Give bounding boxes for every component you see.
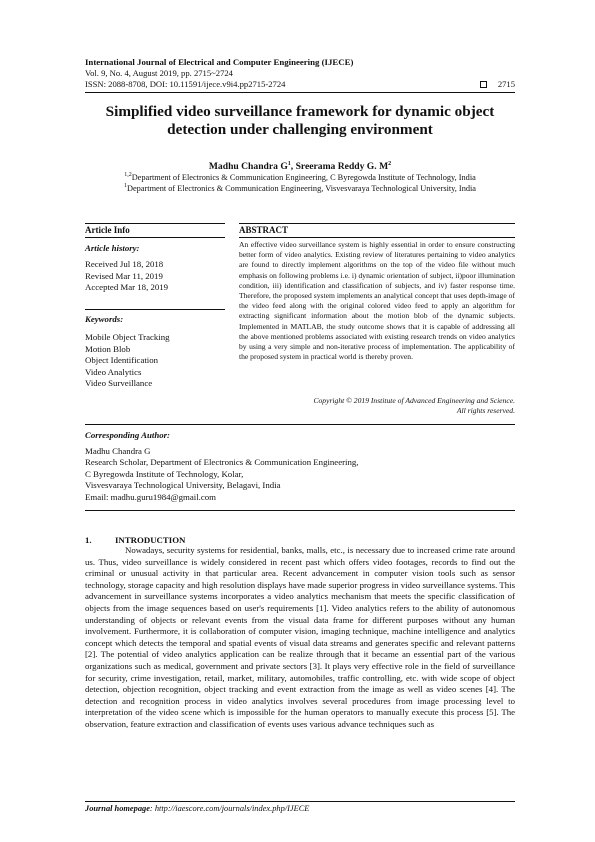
corresponding-bottom-rule bbox=[85, 510, 515, 511]
header-divider bbox=[85, 92, 515, 93]
section-number: 1. bbox=[85, 535, 92, 545]
footer-label: Journal homepage bbox=[85, 804, 150, 813]
history-received: Received Jul 18, 2018 bbox=[85, 259, 164, 269]
affiliations bbox=[85, 173, 515, 194]
section-title: INTRODUCTION bbox=[115, 535, 186, 545]
keyword: Video Surveillance bbox=[85, 378, 153, 388]
abstract-label: ABSTRACT bbox=[239, 225, 289, 235]
abstract-text: An effective video surveillance system is highly essential in order to ensure constructing better form of video analytics. Existing review of literatures pertaining to video analytics are found to directly implement algorithms on the top of the video file without much emphasis on following problems i.e. i) dynamic orientation of subject, ii)poor illumination condition, iii) identification and classification of subjects, and iv) faster response time. Therefore, the proposed system implements an analytical concept that uses depth-image of the video feed along with the original colored video feed to apply an algorithm for extracting significant information about the motion blob of the dynamic subjects. Implemented in MATLAB, the study outcome shows that it is capable of addressing all the above mentioned problems associated with existing research trends on video analytics by using a very simple and non-iterative process of implementation. The applicability of the proposed system in practical world is thereby proven. bbox=[239, 240, 515, 362]
author-line bbox=[85, 161, 515, 173]
page-number: 2715 bbox=[497, 79, 515, 89]
affiliation-2-text: Department of Electronics & Communication Engineering, Visvesvaraya Technological University, India bbox=[127, 183, 476, 193]
copyright-notice bbox=[239, 396, 515, 416]
volume-info: Vol. 9, No. 4, August 2019, pp. 2715~2724 bbox=[85, 68, 233, 78]
author-2-sup: 2 bbox=[388, 160, 392, 167]
article-history bbox=[85, 259, 225, 294]
abstract-top-rule bbox=[239, 223, 515, 224]
keywords-rule bbox=[85, 309, 225, 310]
corresponding-name: Madhu Chandra G bbox=[85, 446, 151, 456]
abstract-sub-rule bbox=[239, 237, 515, 238]
history-revised: Revised Mar 11, 2019 bbox=[85, 270, 163, 281]
article-info-sub-rule bbox=[85, 237, 225, 238]
article-info-label: Article Info bbox=[85, 225, 130, 235]
article-history-label: Article history: bbox=[85, 243, 140, 253]
author-1: Madhu Chandra G bbox=[208, 161, 288, 172]
copyright-line-1: Copyright © 2019 Institute of Advanced Engineering and Science. bbox=[313, 396, 515, 405]
section-heading bbox=[85, 535, 185, 545]
author-separator: , bbox=[290, 161, 296, 172]
corresponding-email: Email: madhu.guru1984@gmail.com bbox=[85, 491, 216, 502]
keywords-label: Keywords: bbox=[85, 314, 124, 324]
corresponding-dept: Research Scholar, Department of Electronics & Communication Engineering, bbox=[85, 457, 359, 468]
keyword: Motion Blob bbox=[85, 343, 131, 354]
author-2: Sreerama Reddy G. M bbox=[295, 161, 389, 172]
paper-title: Simplified video surveillance framework for dynamic object detection under challenging environment bbox=[105, 103, 495, 138]
history-accepted: Accepted Mar 18, 2019 bbox=[85, 282, 169, 292]
keyword: Object Identification bbox=[85, 355, 159, 365]
square-bullet-icon bbox=[480, 81, 487, 88]
journal-homepage-footer bbox=[85, 804, 309, 813]
affiliation-1-text: Department of Electronics & Communication Engineering, C Byregowda Institute of Technology, India bbox=[131, 173, 476, 182]
introduction-paragraph: Nowadays, security systems for residential, banks, malls, etc., is necessary due to increased crime rate around us. Thus, video surveillance is widely considered in recent past which offers video footages, records to find out the criminal or unusual activity in that particular area. Recent advancement in computer vision tools such as sensor technology, storage capacity and high resolution displays have made superior progress in video surveillance systems. This advancement in surveillance systems incorporates a video analytics mechanism that meets the specific classification of objects from the image sequences based on user's requirements [1]. Video analytics refers to the ability of autonomous understanding of objects or relevant events from the visual data frame for different purposes without any human involvement. Furthermore, it is collaboration of computer vision, imaging technique, machine intelligence and analytics concept which detects the temporal and spatial events of visual data streams and generates specific and relevant patterns [2]. The potential of video analytics application can be realize through that it became an essential part of the various organizations such as medical, government and private sectors [3]. It plays very effective role in the field of surveillance for security, crime investigation, retail, market, military, automobiles, traffic controlling, etc. with wide scope of object detection, objection recognition, object tracking and event extraction from the image as well as video scenes [4]. The detection and recognition process in video analytics involves several procedures from image processing level to interpretation of the video scene which is impossible for the human operators to manually execute this process [5]. The observation, feature extraction and classification of events uses various advance techniques such as bbox=[85, 545, 515, 729]
running-header bbox=[85, 57, 515, 90]
footer-divider bbox=[85, 801, 515, 802]
issn-row bbox=[85, 79, 515, 90]
corresponding-author-block bbox=[85, 446, 515, 503]
copyright-line-2: All rights reserved. bbox=[456, 406, 515, 415]
keyword: Mobile Object Tracking bbox=[85, 332, 170, 342]
author-1-sup: 1 bbox=[287, 160, 291, 167]
keyword: Video Analytics bbox=[85, 366, 142, 377]
issn-doi: ISSN: 2088-8708, DOI: 10.11591/ijece.v9i4.pp2715-2724 bbox=[85, 79, 286, 89]
footer-separator: : bbox=[149, 804, 155, 813]
affiliation-2 bbox=[85, 184, 515, 195]
affiliation-2-sup: 1 bbox=[124, 182, 127, 189]
corresponding-university: Visvesvaraya Technological University, Belagavi, India bbox=[85, 480, 281, 491]
article-info-top-rule bbox=[85, 223, 225, 224]
corresponding-top-rule bbox=[85, 424, 515, 425]
affiliation-1-sup: 1,2 bbox=[124, 172, 132, 179]
corresponding-institute: C Byregowda Institute of Technology, Kolar, bbox=[85, 468, 244, 479]
journal-name: International Journal of Electrical and Computer Engineering (IJECE) bbox=[85, 57, 354, 67]
footer-url[interactable]: http://iaescore.com/journals/index.php/IJECE bbox=[154, 804, 310, 813]
affiliation-1 bbox=[85, 173, 515, 184]
corresponding-author-label: Corresponding Author: bbox=[85, 430, 170, 440]
keywords-list bbox=[85, 332, 225, 390]
